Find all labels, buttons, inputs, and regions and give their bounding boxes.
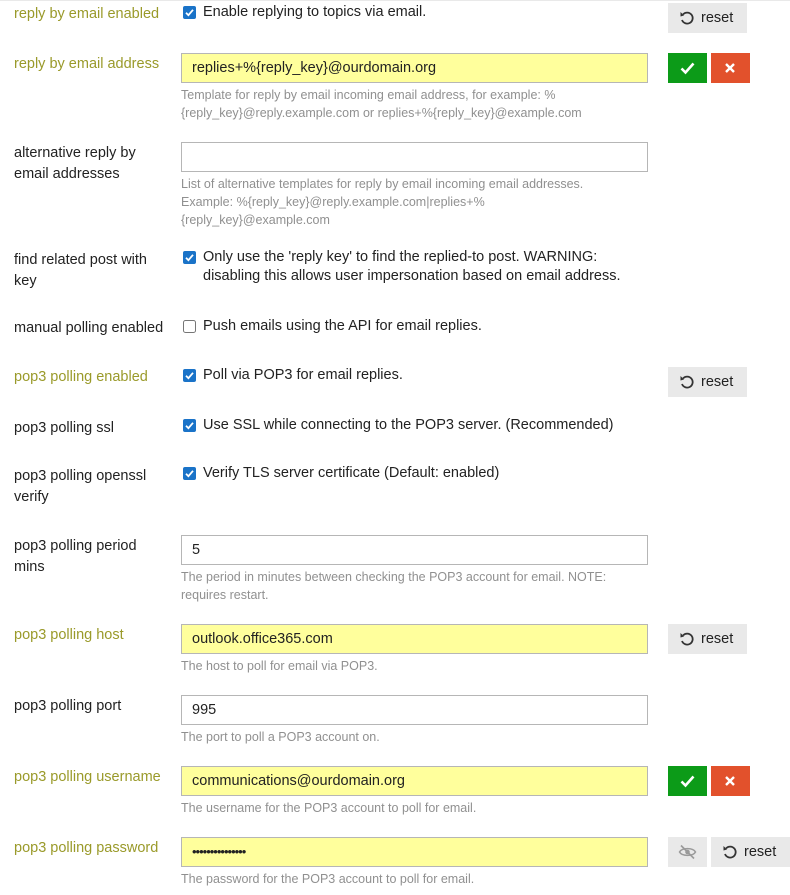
- cancel-button[interactable]: [711, 766, 750, 796]
- reset-button[interactable]: [668, 367, 747, 397]
- label-line: pop3 polling period: [14, 538, 137, 554]
- label-line: pop3 polling openssl: [14, 468, 147, 484]
- label-line: verify: [14, 489, 49, 505]
- help-text: The host to poll for email via POP3.: [181, 659, 378, 673]
- setting-label: pop3 polling password: [14, 840, 159, 856]
- toggle-password-visibility-button[interactable]: [668, 837, 707, 867]
- setting-label: manual polling enabled: [14, 320, 164, 336]
- label-line: find related post with: [14, 252, 147, 268]
- setting-label: pop3 polling username: [14, 769, 161, 785]
- checkmark-icon: [680, 774, 695, 788]
- undo-arrow-icon: [679, 631, 695, 651]
- setting-label: pop3 polling ssl: [14, 420, 114, 436]
- label-line: mins: [14, 559, 45, 575]
- reset-button[interactable]: [668, 3, 747, 33]
- alternative-reply-addresses-input[interactable]: [181, 142, 648, 172]
- pop3-polling-username-input[interactable]: communications@ourdomain.org: [181, 766, 648, 796]
- label-line: key: [14, 273, 37, 289]
- checkbox-label: Enable replying to topics via email.: [203, 4, 427, 20]
- checkbox-unchecked[interactable]: [183, 320, 196, 333]
- x-icon: [723, 774, 737, 788]
- reset-label: reset: [701, 374, 734, 390]
- setting-label: pop3 polling port: [14, 698, 122, 714]
- top-divider: [0, 0, 790, 1]
- setting-label: pop3 polling enabled: [14, 369, 148, 385]
- password-mask: •••••••••••••••: [192, 844, 246, 859]
- pop3-polling-host-input[interactable]: outlook.office365.com: [181, 624, 648, 654]
- help-line: Example: %{reply_key}@reply.example.com|replies+%: [181, 195, 485, 209]
- setting-label: [14, 536, 164, 578]
- undo-arrow-icon: [679, 10, 695, 30]
- help-line: List of alternative templates for reply by email incoming email addresses.: [181, 177, 584, 191]
- pop3-polling-period-input[interactable]: 5: [181, 535, 648, 565]
- undo-arrow-icon: [722, 844, 738, 864]
- help-line: The period in minutes between checking the POP3 account for email. NOTE:: [181, 570, 607, 584]
- pop3-polling-port-input[interactable]: 995: [181, 695, 648, 725]
- setting-label: reply by email enabled: [14, 6, 160, 22]
- save-button[interactable]: [668, 766, 707, 796]
- checkbox-label: Push emails using the API for email replies.: [203, 318, 482, 334]
- help-line: {reply_key}@example.com: [181, 213, 330, 227]
- setting-label: [14, 250, 164, 292]
- checkbox-checked[interactable]: [183, 467, 196, 480]
- checkbox-checked[interactable]: [183, 419, 196, 432]
- reset-label: reset: [744, 844, 777, 860]
- help-text: [181, 568, 641, 604]
- help-line: requires restart.: [181, 588, 269, 602]
- checkbox-label: Verify TLS server certificate (Default: enabled): [203, 465, 500, 481]
- reset-button[interactable]: [711, 837, 790, 867]
- undo-arrow-icon: [679, 374, 695, 394]
- setting-label: [14, 143, 164, 185]
- checkbox-checked[interactable]: [183, 251, 196, 264]
- checkbox-label-line: Only use the 'reply key' to find the replied-to post. WARNING:: [203, 249, 598, 265]
- setting-label: reply by email address: [14, 56, 160, 72]
- checkbox-label: Use SSL while connecting to the POP3 server. (Recommended): [203, 417, 614, 433]
- checkbox-label-line: disabling this allows user impersonation based on email address.: [203, 268, 621, 284]
- help-text: [181, 86, 641, 122]
- checkbox-label: [203, 248, 653, 286]
- eye-slash-icon: [678, 844, 697, 860]
- save-button[interactable]: [668, 53, 707, 83]
- reset-label: reset: [701, 10, 734, 26]
- reset-label: reset: [701, 631, 734, 647]
- reset-button[interactable]: [668, 624, 747, 654]
- cancel-button[interactable]: [711, 53, 750, 83]
- checkbox-checked[interactable]: [183, 6, 196, 19]
- checkmark-icon: [680, 61, 695, 75]
- help-text: The password for the POP3 account to poll for email.: [181, 872, 475, 886]
- help-line: Template for reply by email incoming email address, for example: %: [181, 88, 556, 102]
- setting-label: pop3 polling host: [14, 627, 124, 643]
- help-text: The username for the POP3 account to poll for email.: [181, 801, 477, 815]
- help-line: {reply_key}@reply.example.com or replies+%{reply_key}@example.com: [181, 106, 582, 120]
- checkbox-checked[interactable]: [183, 369, 196, 382]
- label-line: email addresses: [14, 166, 120, 182]
- help-text: [181, 175, 641, 229]
- pop3-polling-password-input[interactable]: [181, 837, 648, 867]
- setting-label: [14, 466, 164, 508]
- help-text: The port to poll a POP3 account on.: [181, 730, 380, 744]
- label-line: alternative reply by: [14, 145, 136, 161]
- reply-by-email-address-input[interactable]: replies+%{reply_key}@ourdomain.org: [181, 53, 648, 83]
- x-icon: [723, 61, 737, 75]
- checkbox-label: Poll via POP3 for email replies.: [203, 367, 403, 383]
